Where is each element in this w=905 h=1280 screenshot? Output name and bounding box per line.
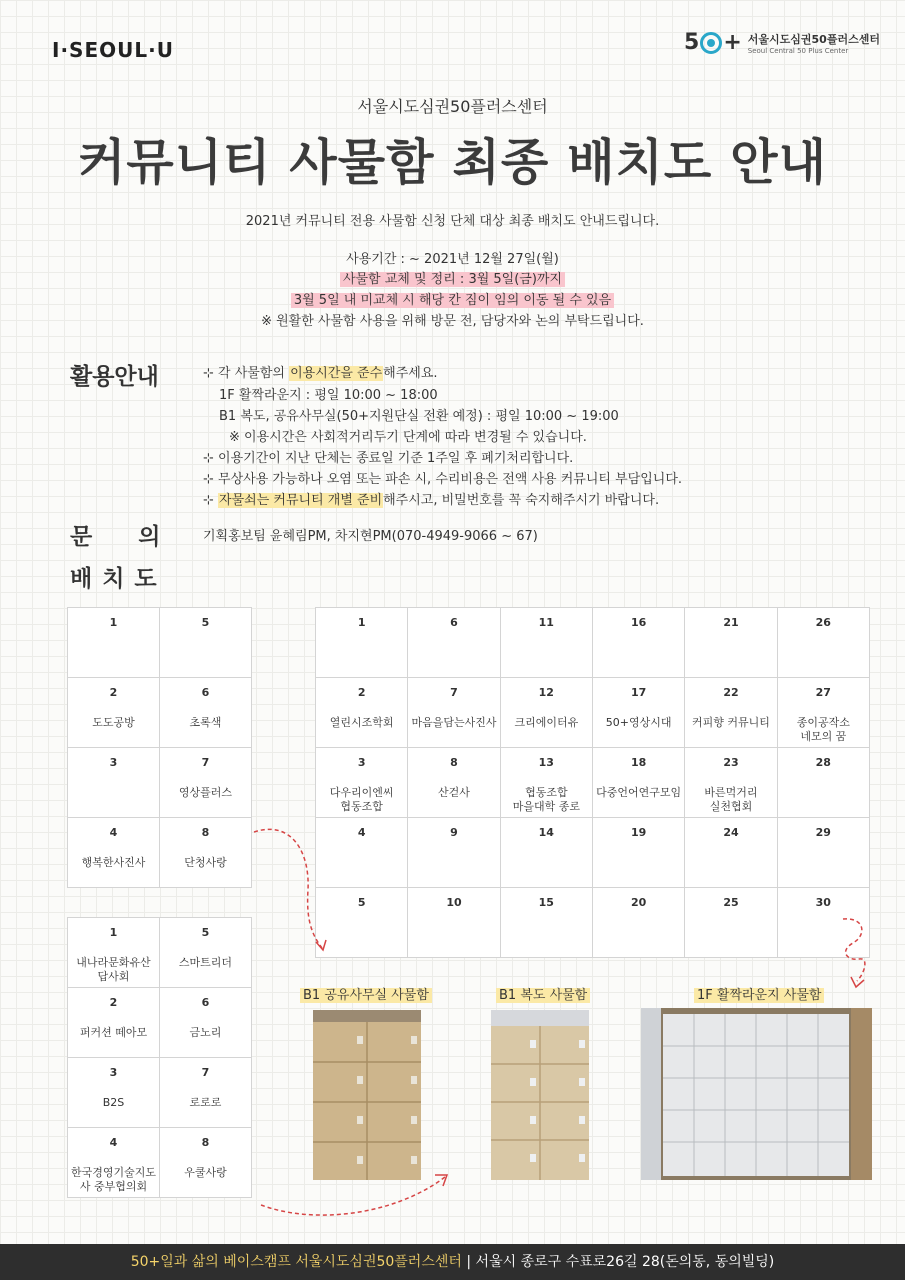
- locker-team: 초록색: [189, 716, 222, 729]
- locker-team: 다중언어연구모임: [596, 786, 682, 799]
- logo-ring-icon: [700, 32, 722, 54]
- guide-line-1-post: 해주세요.: [383, 366, 438, 381]
- locker-number: 29: [815, 826, 831, 839]
- locker-number: 6: [201, 686, 210, 699]
- locker-team: 50+영상시대: [605, 716, 672, 729]
- locker-number: 8: [201, 1136, 210, 1149]
- locker-grid-shared-office: [67, 607, 252, 888]
- locker-grid-lounge: [315, 607, 870, 958]
- locker-number: 23: [723, 756, 739, 769]
- locker-row: [68, 608, 252, 678]
- locker-number: 7: [201, 1066, 210, 1079]
- move-warning-text: 3월 5일 내 미교체 시 해당 칸 짐이 임의 이동 될 수 있음: [291, 293, 614, 308]
- photo-caption-lounge: [694, 984, 824, 1003]
- guide-line-7-highlight: 자물쇠는 커뮤니티 개별 준비: [219, 493, 383, 508]
- footer-separator: |: [461, 1254, 476, 1270]
- locker-number: 4: [109, 1136, 118, 1149]
- locker-number: 11: [538, 616, 554, 629]
- locker-number: 7: [201, 756, 210, 769]
- locker-cell: [500, 818, 592, 888]
- locker-number: 1: [109, 926, 118, 939]
- locker-cell: [160, 678, 252, 748]
- lounge-locker-photo: [641, 1008, 872, 1180]
- photo-caption-shared-office-text: B1 공유사무실 사물함: [300, 988, 432, 1003]
- locker-cell: [777, 818, 869, 888]
- logo-name: 서울시도심권50플러스센터: [747, 32, 880, 46]
- locker-team: 커피향 커뮤니티: [692, 716, 770, 729]
- intro-text: 2021년 커뮤니티 전용 사물함 신청 단체 대상 최종 배치도 안내드립니다.: [245, 214, 660, 229]
- locker-number: 16: [630, 616, 647, 629]
- locker-row: [316, 818, 870, 888]
- locker-number: 5: [357, 896, 366, 909]
- locker-number: 2: [357, 686, 366, 699]
- locker-number: 4: [357, 826, 366, 839]
- locker-cell: [500, 678, 592, 748]
- locker-team: 바른먹거리 실천협회: [704, 786, 758, 813]
- replace-deadline: [0, 268, 905, 287]
- iseoulu-logo: I·SEOUL·U: [52, 38, 174, 62]
- locker-team: B2S: [102, 1096, 125, 1109]
- locker-number: 26: [815, 616, 831, 629]
- replace-deadline-text: 사물함 교체 및 정리 : 3월 5일(금)까지: [340, 272, 565, 287]
- locker-number: 22: [723, 686, 739, 699]
- guide-line-3: B1 복도, 공유사무실(50+지원단실 전환 예정) : 평일 10:00 ~ 19:00: [219, 409, 619, 424]
- logo-mark-plus: +: [723, 30, 742, 55]
- locker-cell: [685, 818, 777, 888]
- locker-cell: [592, 818, 684, 888]
- usage-guide-label: 활용안내: [70, 364, 159, 390]
- locker-number: 3: [357, 756, 366, 769]
- locker-row: [68, 818, 252, 888]
- locker-number: 25: [723, 896, 739, 909]
- locker-cell: [68, 608, 160, 678]
- locker-number: 30: [815, 896, 831, 909]
- locker-number: 28: [815, 756, 831, 769]
- locker-number: 6: [201, 996, 210, 1009]
- locker-cell: [160, 1128, 252, 1198]
- locker-number: 8: [201, 826, 210, 839]
- locker-number: 8: [450, 756, 458, 769]
- locker-cell: [592, 678, 684, 748]
- locker-cell: [408, 748, 500, 818]
- locker-team: 내나라문화유산 답사회: [76, 956, 151, 983]
- locker-number: 2: [109, 996, 118, 1009]
- locker-row: [68, 678, 252, 748]
- locker-number: 21: [723, 616, 739, 629]
- locker-row: [316, 888, 870, 958]
- locker-cell: [68, 678, 160, 748]
- locker-cell: [685, 608, 777, 678]
- footer-address: 서울시 종로구 수표로26길 28(돈의동, 동의빌딩): [475, 1254, 775, 1270]
- locker-team: 스마트리더: [178, 956, 233, 969]
- locker-number: 10: [446, 896, 462, 909]
- logo-text: [748, 31, 880, 55]
- page-title: 커뮤니티 사물함 최종 배치도 안내: [78, 134, 827, 191]
- locker-cell: [592, 608, 684, 678]
- photo-caption-hallway: [496, 984, 590, 1003]
- locker-row: [68, 1058, 252, 1128]
- locker-number: 3: [109, 1066, 118, 1079]
- locker-cell: [316, 678, 408, 748]
- guide-line-7: [203, 489, 659, 508]
- locker-cell: [777, 678, 869, 748]
- arrow-to-shared-office-icon: [250, 820, 340, 960]
- locker-cell: [160, 608, 252, 678]
- locker-row: [316, 608, 870, 678]
- locker-cell: [500, 748, 592, 818]
- locker-number: 3: [109, 756, 118, 769]
- locker-team: 크리에이터유: [514, 716, 579, 729]
- arrow-to-lounge-icon: [835, 915, 875, 997]
- locker-team: 도도공방: [92, 716, 135, 729]
- locker-team: 로로로: [189, 1096, 222, 1109]
- locker-cell: [68, 988, 160, 1058]
- locker-cell: [68, 818, 160, 888]
- locker-row: [316, 678, 870, 748]
- locker-number: 19: [630, 826, 647, 839]
- locker-row: [68, 748, 252, 818]
- locker-grid-hallway: [67, 917, 252, 1198]
- arrow-to-hallway-icon: [255, 1165, 455, 1225]
- locker-row: [68, 1128, 252, 1198]
- logo-sub: Seoul Central 50 Plus Center: [747, 46, 849, 55]
- locker-team: 열린시조학회: [329, 716, 394, 729]
- locker-team: 행복한사진사: [81, 856, 146, 869]
- move-warning: [0, 289, 905, 308]
- locker-cell: [160, 918, 252, 988]
- guide-line-7-pre: ⊹: [203, 493, 219, 508]
- locker-team: 한국경영기술지도 사 중부협의회: [70, 1166, 156, 1193]
- layout-map-label: 배치도: [70, 566, 167, 592]
- locker-team: 영상플러스: [178, 786, 233, 799]
- locker-number: 24: [723, 826, 739, 839]
- locker-cell: [68, 1058, 160, 1128]
- locker-team: 다우리이엔씨 협동조합: [329, 786, 394, 813]
- locker-cell: [408, 678, 500, 748]
- locker-number: 4: [109, 826, 118, 839]
- locker-number: 17: [630, 686, 647, 699]
- locker-cell: [685, 678, 777, 748]
- locker-row: [68, 918, 252, 988]
- photo-caption-shared-office: [300, 984, 432, 1003]
- photo-caption-lounge-text: 1F 활짝라운지 사물함: [694, 988, 824, 1003]
- locker-cell: [160, 988, 252, 1058]
- locker-cell: [500, 608, 592, 678]
- consult-note: ※ 원활한 사물함 사용을 위해 방문 전, 담당자와 논의 부탁드립니다.: [261, 314, 644, 329]
- locker-cell: [68, 918, 160, 988]
- locker-cell: [500, 888, 592, 958]
- locker-number: 2: [109, 686, 118, 699]
- hallway-locker-photo: [491, 1010, 589, 1180]
- locker-cell: [160, 748, 252, 818]
- locker-number: 18: [630, 756, 647, 769]
- locker-team: 산걷사: [438, 786, 470, 799]
- locker-cell: [592, 748, 684, 818]
- locker-number: 6: [450, 616, 458, 629]
- locker-number: 7: [450, 686, 458, 699]
- locker-cell: [160, 818, 252, 888]
- locker-number: 27: [815, 686, 831, 699]
- locker-cell: [408, 608, 500, 678]
- center-logo: [684, 30, 880, 55]
- locker-cell: [685, 888, 777, 958]
- locker-team: 마음을담는사진사: [411, 716, 497, 729]
- locker-cell: [777, 748, 869, 818]
- locker-number: 5: [201, 926, 210, 939]
- locker-cell: [408, 818, 500, 888]
- locker-row: [68, 988, 252, 1058]
- locker-cell: [592, 888, 684, 958]
- guide-line-4: ※ 이용시간은 사회적거리두기 단계에 따라 변경될 수 있습니다.: [229, 430, 587, 445]
- guide-line-1: [203, 362, 438, 381]
- locker-number: 15: [538, 896, 554, 909]
- locker-cell: [68, 748, 160, 818]
- locker-team: 금노리: [189, 1026, 222, 1039]
- guide-line-5: ⊹ 이용기간이 지난 단체는 종료일 기준 1주일 후 폐기처리합니다.: [203, 451, 574, 466]
- locker-cell: [160, 1058, 252, 1128]
- locker-number: 1: [109, 616, 118, 629]
- locker-cell: [316, 608, 408, 678]
- locker-cell: [408, 888, 500, 958]
- locker-number: 13: [538, 756, 554, 769]
- locker-cell: [685, 748, 777, 818]
- locker-number: 9: [450, 826, 458, 839]
- locker-number: 1: [357, 616, 366, 629]
- guide-line-1-pre: ⊹ 각 사물함의: [203, 366, 290, 381]
- usage-period: 사용기간 : ~ 2021년 12월 27일(월): [346, 252, 559, 267]
- footer-slogan: 50+일과 삶의 베이스캠프 서울시도심권50플러스센터: [130, 1254, 462, 1270]
- locker-number: 20: [630, 896, 647, 909]
- locker-number: 5: [201, 616, 210, 629]
- locker-team: 퍼커션 떼아모: [79, 1026, 148, 1039]
- logo-mark-digit: 5: [684, 30, 700, 55]
- locker-team: 우쿨사랑: [184, 1166, 227, 1179]
- locker-team: 종이공작소 네모의 꿈: [796, 716, 850, 743]
- guide-line-2: 1F 활짝라운지 : 평일 10:00 ~ 18:00: [219, 388, 438, 403]
- photo-caption-hallway-text: B1 복도 사물함: [496, 988, 590, 1003]
- guide-line-7-post: 해주시고, 비밀번호를 꼭 숙지해주시기 바랍니다.: [383, 493, 660, 508]
- locker-cell: [316, 748, 408, 818]
- locker-cell: [777, 608, 869, 678]
- locker-number: 14: [538, 826, 554, 839]
- contact-label: 문의: [70, 524, 207, 550]
- locker-cell: [68, 1128, 160, 1198]
- fifty-plus-logo-mark: [684, 30, 742, 55]
- locker-number: 12: [538, 686, 554, 699]
- locker-team: 협동조합 마을대학 종로: [512, 786, 580, 813]
- center-name: 서울시도심권50플러스센터: [357, 97, 548, 116]
- guide-line-6: ⊹ 무상사용 가능하나 오염 또는 파손 시, 수리비용은 전액 사용 커뮤니티 부담입니다.: [203, 472, 683, 487]
- footer-bar: [0, 1244, 905, 1280]
- locker-team: 단청사랑: [184, 856, 227, 869]
- guide-line-1-highlight: 이용시간을 준수: [290, 366, 383, 381]
- locker-row: [316, 748, 870, 818]
- contact-text: 기획홍보팀 윤혜림PM, 차지현PM(070-4949-9066 ~ 67): [203, 529, 538, 544]
- shared-office-locker-photo: [313, 1010, 421, 1180]
